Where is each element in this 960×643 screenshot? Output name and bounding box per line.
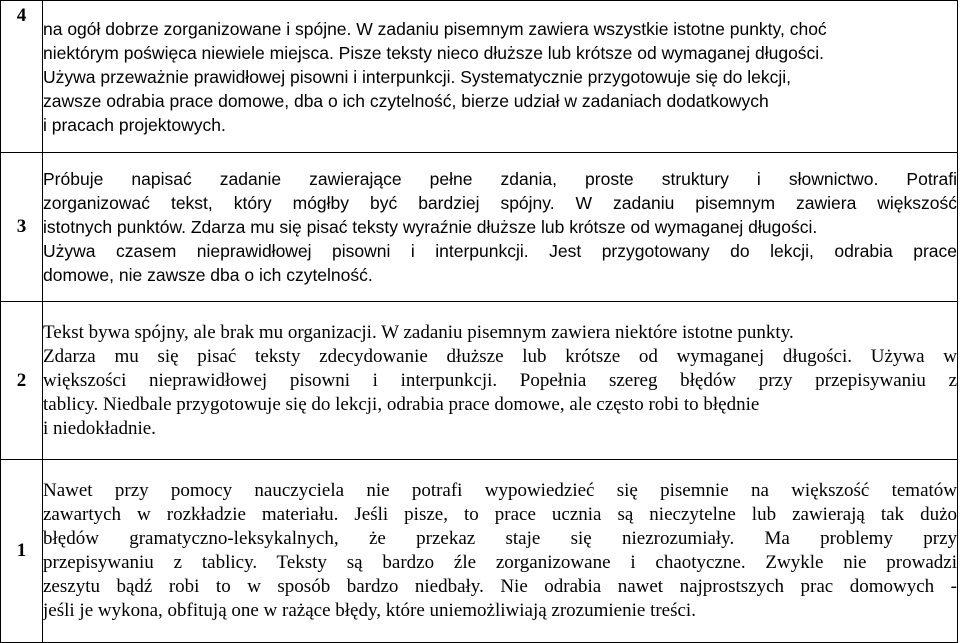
description-line: Nawet przy pomocy nauczyciela nie potrafi wypowiedzieć się pisemnie na większość tematów	[43, 480, 957, 501]
description-line: i niedokładnie.	[43, 417, 156, 439]
grade-cell: 3	[1, 153, 43, 302]
description-cell	[43, 1, 958, 153]
description-line: niektórym poświęca niewiele miejsca. Pisze teksty nieco dłuższe lub krótsze od wymaganej długości.	[43, 42, 825, 63]
description-line: błędów gramatyczno-leksykalnych, że przekaz staje się niezrozumiały. Ma problemy przy	[43, 528, 957, 549]
grade-cell: 4	[1, 1, 43, 153]
description-line: zeszytu bądź robi to w sposób bardzo niedbały. Nie odrabia nawet najprostszych prac domowych -	[43, 576, 957, 597]
grade-cell: 2	[1, 302, 43, 460]
description-line: Tekst bywa spójny, ale brak mu organizacji. W zadaniu pisemnym zawiera niektóre istotne punkty.	[43, 321, 794, 343]
table-row-grade-2	[1, 302, 958, 460]
description-cell	[43, 302, 958, 460]
description-line: zawartych w rozkładzie materiału. Jeśli pisze, to prace ucznia są nieczytelne lub zawierają tak dużo	[43, 504, 957, 525]
table-row-grade-3	[1, 153, 958, 302]
description-line: Używa czasem nieprawidłowej pisowni i interpunkcji. Jest przygotowany do lekcji, odrabia prace	[43, 241, 957, 261]
description-line: większości nieprawidłowej pisowni i interpunkcji. Popełnia szereg błędów przy przepisywaniu z	[43, 369, 957, 391]
table-row-grade-4	[1, 1, 958, 153]
description-line: jeśli je wykona, obfitują one w rażące błędy, które uniemożliwiają zrozumienie treści.	[43, 600, 696, 621]
description-line: zorganizować tekst, który mógłby być bardziej spójny. W zadaniu pisemnym zawiera większość	[43, 193, 957, 213]
table-row-grade-1	[1, 460, 958, 643]
description-line: przepisywaniu z tablicy. Teksty są bardzo źle zorganizowane i chaotyczne. Zwykle nie prowadzi	[43, 552, 957, 573]
description-line: Używa przeważnie prawidłowej pisowni i interpunkcji. Systematycznie przygotowuje się do lekcji,	[43, 66, 791, 87]
description-line: i pracach projektowych.	[43, 114, 226, 135]
description-cell	[43, 153, 958, 302]
description-line: istotnych punktów. Zdarza mu się pisać teksty wyraźnie dłuższe lub krótsze od wymaganej długości.	[43, 217, 818, 237]
description-line: zawsze odrabia prace domowe, dba o ich czytelność, bierze udział w zadaniach dodatkowych	[43, 90, 769, 111]
description-line: domowe, nie zawsze dba o ich czytelność.	[43, 265, 373, 285]
description-line: Próbuje napisać zadanie zawierające pełne zdania, proste struktury i słownictwo. Potrafi	[43, 169, 957, 189]
description-line: Zdarza mu się pisać teksty zdecydowanie dłuższe lub krótsze od wymaganej długości. Używa w	[43, 345, 957, 367]
grade-cell: 1	[1, 460, 43, 643]
description-line: tablicy. Niedbale przygotowuje się do lekcji, odrabia prace domowe, ale często robi to błędnie	[43, 393, 760, 415]
description-cell	[43, 460, 958, 643]
description-line: na ogół dobrze zorganizowane i spójne. W zadaniu pisemnym zawiera wszystkie istotne punkty, choć	[43, 18, 827, 39]
